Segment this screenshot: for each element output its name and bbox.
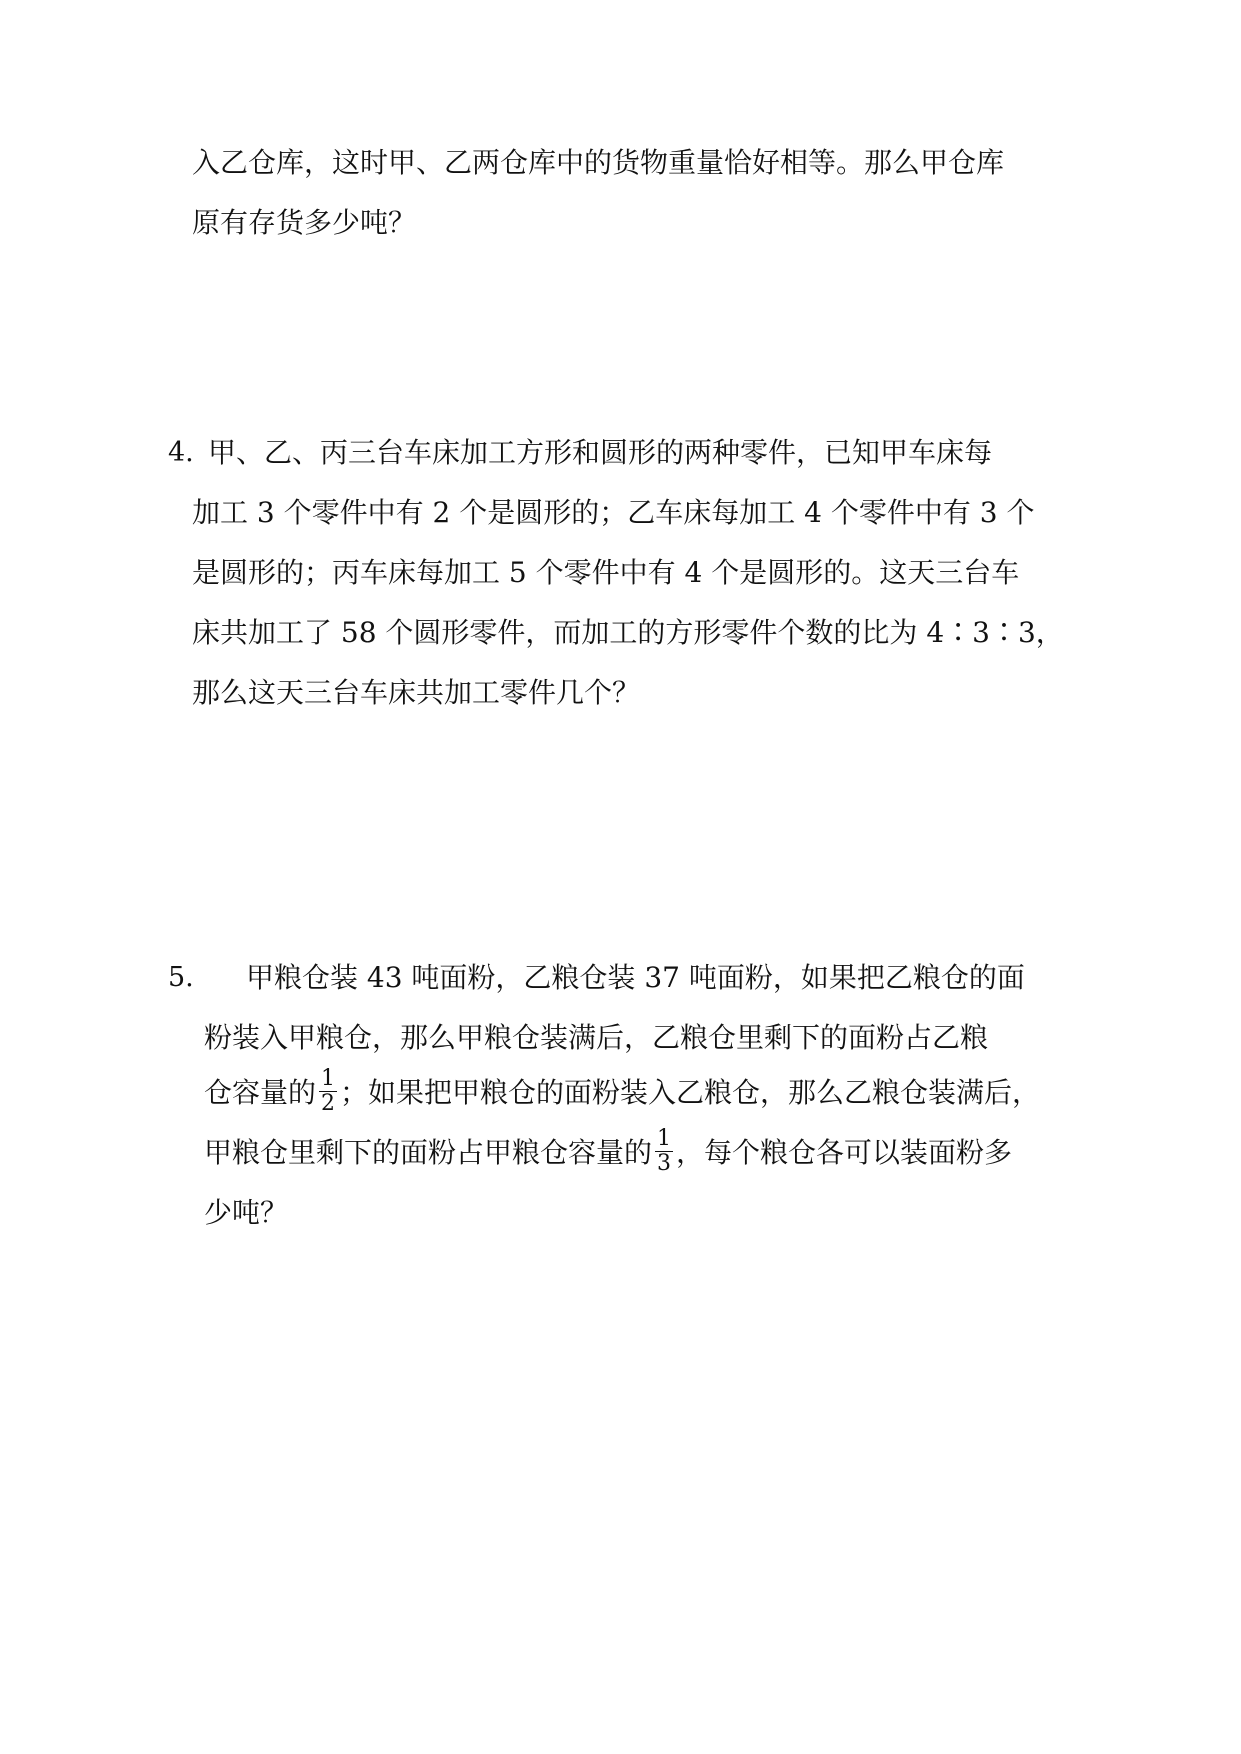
fraction-one-half-denominator: 2: [321, 1091, 336, 1116]
problem5-line-3: [204, 1066, 1041, 1119]
problem5-number: 5.: [168, 962, 194, 993]
problem5-line-4-pre: 甲粮仓里剩下的面粉占甲粮仓容量的: [204, 1136, 653, 1169]
problem5-line-3-post: ；如果把甲粮仓的面粉装入乙粮仓，那么乙粮仓装满后，: [340, 1076, 1041, 1109]
problem4-line-5: 那么这天三台车床共加工零件几个？: [192, 676, 641, 709]
problem5-line-3-pre: 仓容量的: [204, 1076, 317, 1109]
problem4-line-4: 床共加工了 58 个圆形零件，而加工的方形零件个数的比为 4∶3∶3，: [192, 616, 1064, 649]
fraction-one-third: [655, 1127, 673, 1176]
problem3-line-1: 入乙仓库，这时甲、乙两仓库中的货物重量恰好相等。那么甲仓库: [192, 146, 1005, 179]
problem5-line-5: 少吨？: [204, 1196, 289, 1229]
fraction-one-third-denominator: 3: [657, 1151, 672, 1176]
problem5-line-4-post: ，每个粮仓各可以装面粉多: [676, 1136, 1013, 1169]
problem4-line-3: 是圆形的；丙车床每加工 5 个零件中有 4 个是圆形的。这天三台车: [192, 556, 1020, 589]
fraction-one-third-numerator: 1: [657, 1126, 672, 1151]
problem5-line-2: 粉装入甲粮仓，那么甲粮仓装满后，乙粮仓里剩下的面粉占乙粮: [204, 1021, 989, 1054]
problem4-line-2: 加工 3 个零件中有 2 个是圆形的；乙车床每加工 4 个零件中有 3 个: [192, 496, 1035, 529]
problem5-line-4: [204, 1126, 1013, 1179]
problem5-line-1: 甲粮仓装 43 吨面粉，乙粮仓装 37 吨面粉，如果把乙粮仓的面: [246, 961, 1025, 994]
fraction-one-half-numerator: 1: [321, 1066, 336, 1091]
problem4-number: 4.: [168, 437, 194, 468]
problem4-line-1: 甲、乙、丙三台车床加工方形和圆形的两种零件，已知甲车床每: [208, 436, 993, 469]
fraction-one-half: [319, 1067, 337, 1116]
problem3-line-2: 原有存货多少吨？: [192, 206, 417, 239]
